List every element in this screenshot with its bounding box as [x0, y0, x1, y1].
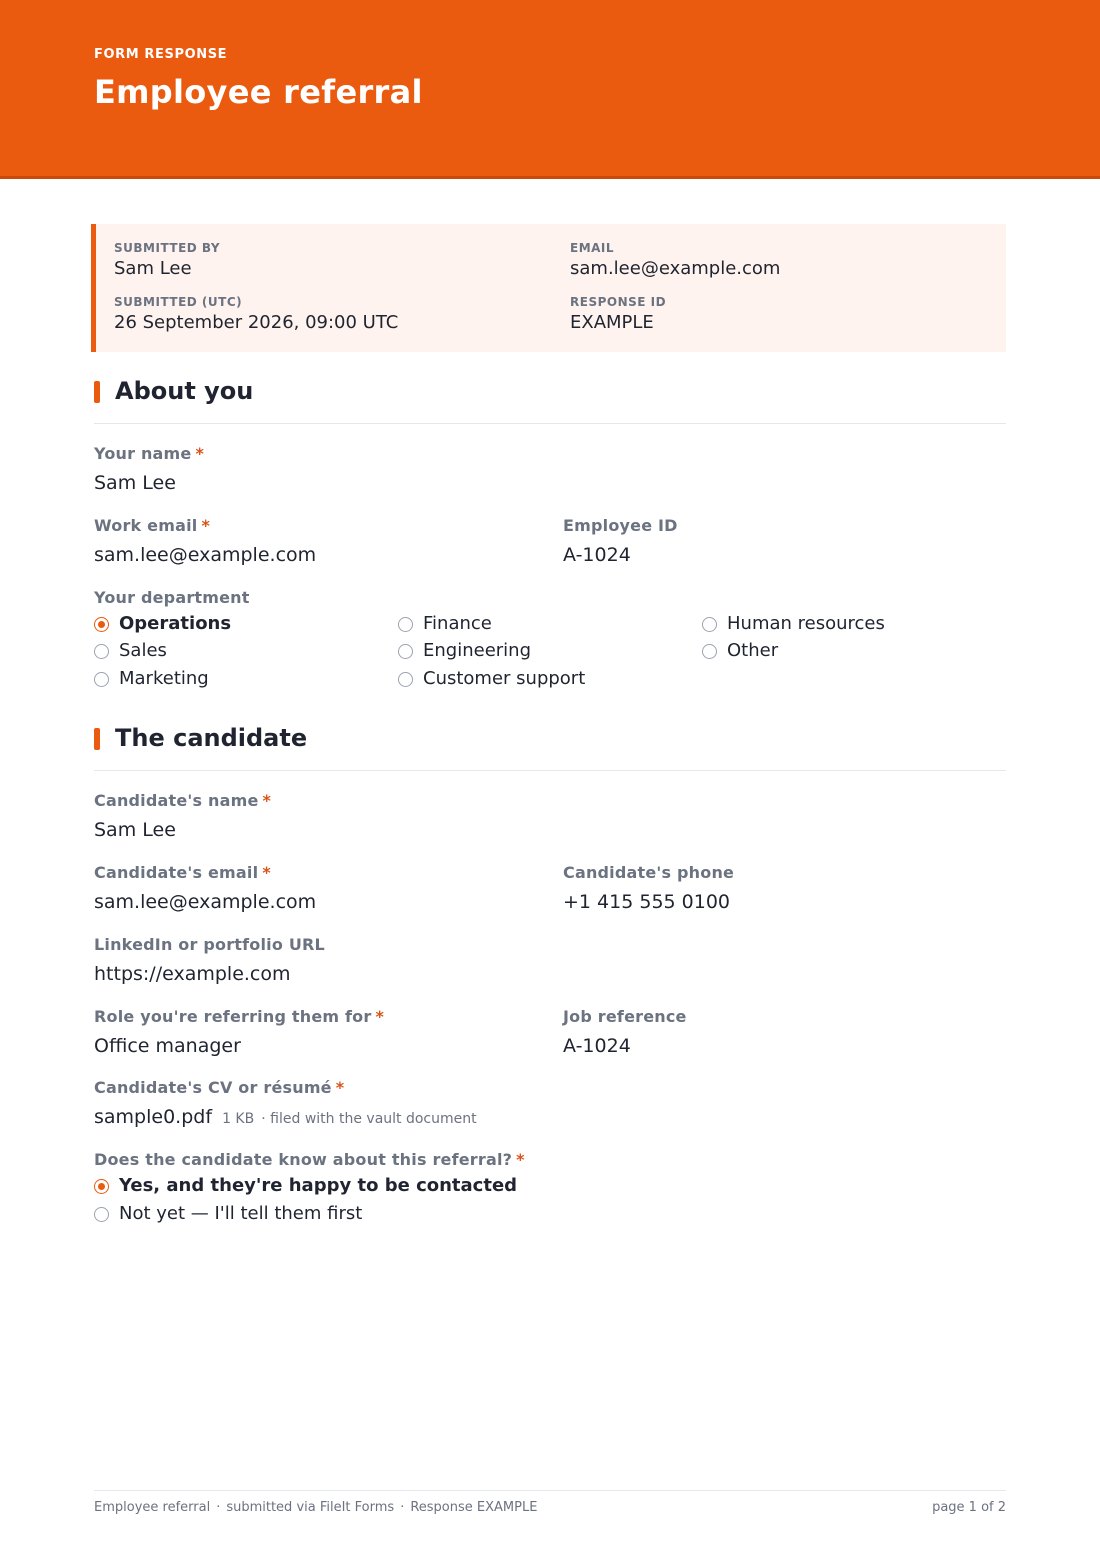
- footer-separator: ·: [400, 1500, 405, 1515]
- required-marker: *: [201, 516, 211, 535]
- field-job-reference: [563, 1007, 687, 1058]
- section-the-candidate: [94, 724, 1006, 771]
- field-label: Candidate's phone: [563, 863, 735, 882]
- submitted-by-value: Sam Lee: [114, 258, 192, 279]
- response-id-label: RESPONSE ID: [570, 295, 667, 309]
- radio-empty-icon: [94, 1207, 109, 1222]
- submitter-email: [570, 241, 780, 280]
- radio-empty-icon: [702, 617, 717, 632]
- field-value: sam.lee@example.com: [94, 891, 317, 913]
- submitted-utc: [114, 295, 398, 334]
- field-value: Office manager: [94, 1035, 241, 1057]
- radio-selected-icon: [94, 617, 109, 632]
- required-marker: *: [262, 863, 271, 882]
- field-label: Role you're referring them for: [94, 1007, 372, 1026]
- field-role: [94, 1007, 384, 1058]
- required-marker: *: [262, 791, 272, 810]
- option-label: Marketing: [119, 668, 209, 689]
- submitter-email-label: EMAIL: [570, 241, 615, 255]
- radio-empty-icon: [702, 644, 717, 659]
- footer-page-number: page 1 of 2: [932, 1500, 1006, 1515]
- section-accent-bar: [94, 728, 100, 750]
- radio-empty-icon: [398, 617, 413, 632]
- required-marker: *: [516, 1150, 525, 1169]
- option-label: Sales: [119, 640, 167, 661]
- field-value: Sam Lee: [94, 472, 176, 494]
- field-value: sam.lee@example.com: [94, 544, 317, 566]
- radio-selected-icon: [94, 1179, 109, 1194]
- field-value: Sam Lee: [94, 819, 176, 841]
- department-option-customer-support[interactable]: [398, 668, 585, 690]
- field-label: Work email: [94, 516, 198, 535]
- field-label: Candidate's CV or résumé: [94, 1078, 332, 1097]
- option-label: Not yet — I'll tell them first: [119, 1203, 363, 1224]
- required-marker: *: [335, 1078, 345, 1097]
- option-label: Finance: [423, 613, 492, 634]
- field-candidate-phone: [563, 863, 734, 914]
- field-label: Candidate's email: [94, 863, 259, 882]
- radio-empty-icon: [94, 672, 109, 687]
- page-footer: [94, 1490, 1006, 1521]
- field-employee-id: [563, 516, 678, 567]
- field-label: Candidate's name: [94, 791, 259, 810]
- form-header: [0, 0, 1100, 179]
- section-title-about: About you: [115, 377, 254, 405]
- field-department: [94, 588, 250, 608]
- knows-option-yes[interactable]: [94, 1175, 517, 1197]
- department-option-marketing[interactable]: [94, 668, 209, 690]
- radio-empty-icon: [398, 644, 413, 659]
- attachment-note: · filed with the vault document: [261, 1111, 477, 1127]
- field-label: Your department: [94, 588, 250, 607]
- page-title: Employee referral: [94, 73, 423, 111]
- header-kicker: FORM RESPONSE: [94, 47, 228, 62]
- department-option-operations[interactable]: [94, 613, 231, 635]
- required-marker: *: [195, 444, 205, 463]
- field-label: Employee ID: [563, 516, 678, 535]
- field-candidate-name: [94, 791, 271, 842]
- department-option-engineering[interactable]: [398, 640, 531, 662]
- department-option-sales[interactable]: [94, 640, 167, 662]
- footer-form-name: Employee referral: [94, 1500, 211, 1515]
- field-your-name: [94, 444, 204, 495]
- field-label: Does the candidate know about this referral?: [94, 1150, 513, 1169]
- attachment-size: 1 KB: [222, 1111, 255, 1127]
- field-label: LinkedIn or portfolio URL: [94, 935, 325, 954]
- field-value: https://example.com: [94, 963, 291, 985]
- submission-meta-panel: [91, 224, 1006, 352]
- radio-empty-icon: [398, 672, 413, 687]
- footer-via: submitted via FileIt Forms: [226, 1500, 395, 1515]
- field-candidate-knows: [94, 1150, 525, 1170]
- option-label: Engineering: [423, 640, 531, 661]
- response-id-value: EXAMPLE: [570, 312, 654, 333]
- field-cv: [94, 1078, 477, 1131]
- required-marker: *: [375, 1007, 385, 1026]
- department-option-finance[interactable]: [398, 613, 492, 635]
- field-portfolio-url: [94, 935, 325, 986]
- field-value: A-1024: [563, 544, 631, 566]
- radio-empty-icon: [94, 644, 109, 659]
- submitted-utc-value: 26 September 2026, 09:00 UTC: [114, 312, 399, 333]
- option-label: Human resources: [727, 613, 885, 634]
- section-about-you: [94, 377, 1006, 424]
- submitted-utc-label: SUBMITTED (UTC): [114, 295, 243, 309]
- option-label: Yes, and they're happy to be contacted: [119, 1175, 518, 1196]
- field-value: A-1024: [563, 1035, 631, 1057]
- field-candidate-email: [94, 863, 316, 914]
- section-accent-bar: [94, 381, 100, 403]
- footer-separator: ·: [216, 1500, 221, 1515]
- department-option-human-resources[interactable]: [702, 613, 885, 635]
- submitted-by-label: SUBMITTED BY: [114, 241, 221, 255]
- field-label: Your name: [94, 444, 192, 463]
- response-id: [570, 295, 666, 334]
- submitted-by: [114, 241, 220, 280]
- field-work-email: [94, 516, 316, 567]
- section-title-candidate: The candidate: [115, 724, 308, 752]
- department-option-other[interactable]: [702, 640, 778, 662]
- field-label: Job reference: [563, 1007, 687, 1026]
- option-label: Operations: [119, 613, 232, 634]
- knows-option-not-yet[interactable]: [94, 1203, 362, 1225]
- footer-response: Response EXAMPLE: [410, 1500, 538, 1515]
- field-value: +1 415 555 0100: [563, 891, 731, 913]
- submitter-email-value: sam.lee@example.com: [570, 258, 781, 279]
- option-label: Other: [727, 640, 779, 661]
- attachment-filename[interactable]: sample0.pdf: [94, 1106, 213, 1128]
- option-label: Customer support: [423, 668, 586, 689]
